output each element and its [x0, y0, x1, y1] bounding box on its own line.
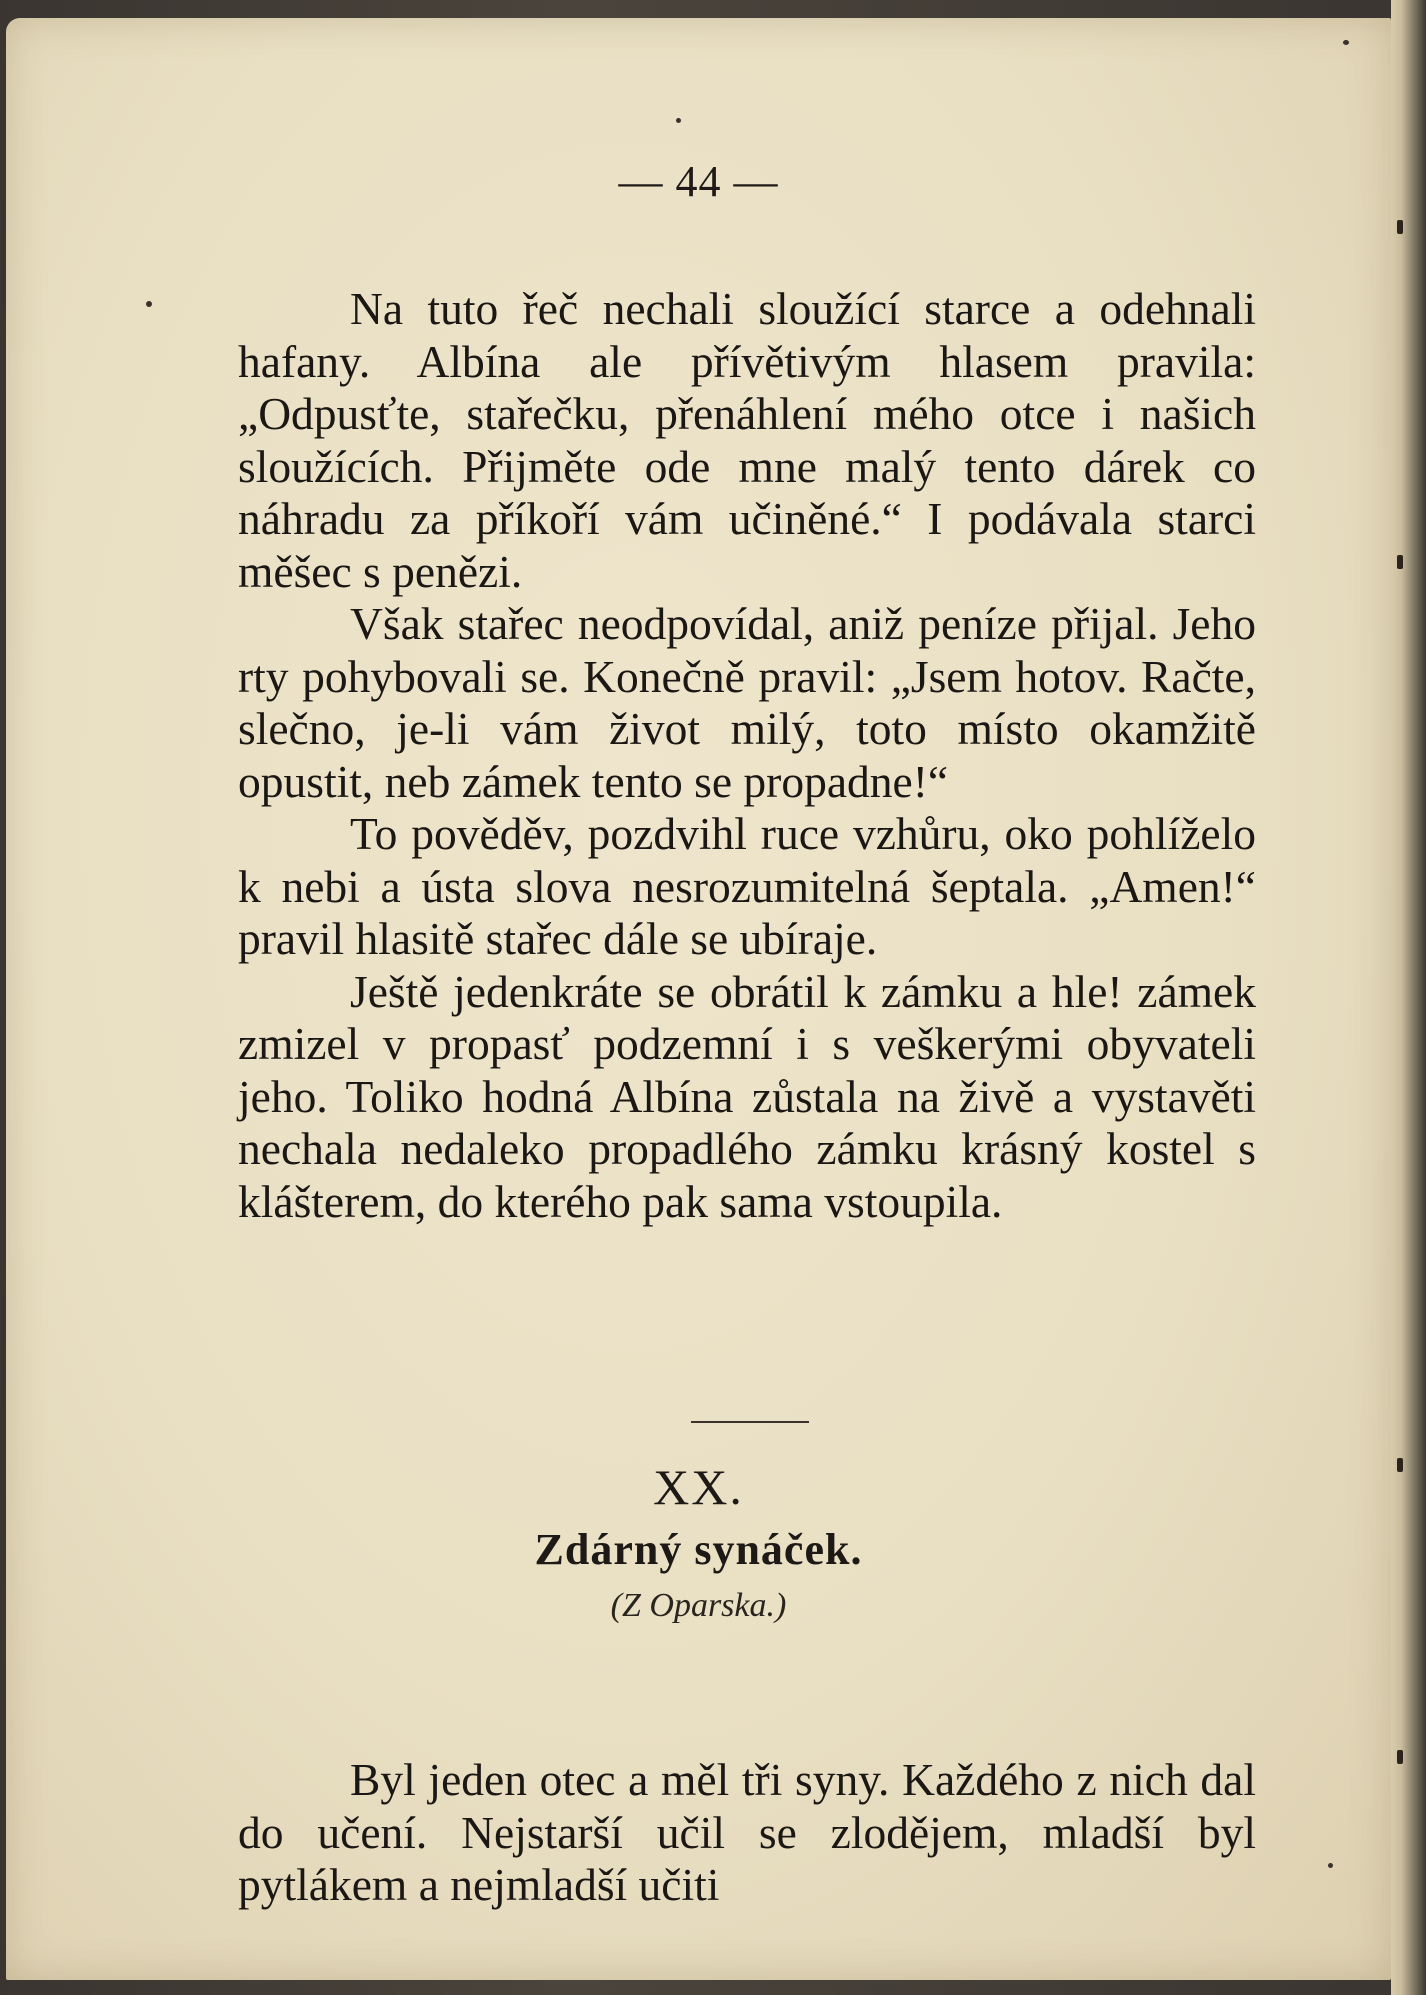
ink-speck — [146, 301, 152, 307]
chapter-title: Zdárný synáček. — [534, 1525, 863, 1574]
ink-speck — [676, 118, 681, 123]
ink-speck — [1328, 1863, 1333, 1868]
edge-mark — [1397, 1750, 1403, 1764]
paragraph: Však stařec neodpovídal, aniž peníze přijal. Jeho rty pohybovali se. Konečně pravil: „Jsem hotov. Račte, slečno, je-li vám život milý, toto místo okamžitě opustit, neb zámek tento se propadne!“ — [238, 598, 1256, 807]
chapter-text-block — [238, 1754, 1256, 1912]
chapter-number: XX. — [653, 1459, 744, 1515]
ink-speck — [1343, 40, 1349, 45]
edge-mark — [1397, 555, 1403, 569]
paragraph: To pověděv, pozdvihl ruce vzhůru, oko pohlíželo k nebi a ústa slova nesrozumitelná šeptala. „Amen!“ pravil hlasitě stařec dále se ubíraje. — [238, 808, 1256, 964]
book-page — [6, 18, 1391, 1980]
edge-mark — [1397, 220, 1403, 234]
paragraph: Ještě jedenkráte se obrátil k zámku a hle! zámek zmizel v propasť podzemní i s veškerými obyvateli jeho. Toliko hodná Albína zůstala na živě a vystavěti nechala nedaleko propadlého zámku krásný kostel s klášterem, do kterého pak sama vstoupila. — [238, 965, 1256, 1227]
page-number: — 44 — — [618, 157, 779, 206]
edge-mark — [1397, 1458, 1403, 1472]
section-divider — [691, 1421, 809, 1423]
chapter-origin: (Z Oparska.) — [610, 1587, 787, 1624]
paragraph: Na tuto řeč nechali sloužící starce a odehnali hafany. Albína ale přívětivým hlasem pravila: „Odpusťte, stařečku, přenáhlení mého otce i našich sloužících. Přijměte ode mne malý tento dárek co náhradu za příkoří vám učiněné.“ I podávala starci měšec s penězi. — [238, 283, 1256, 597]
story-text-block — [238, 283, 1256, 1228]
page-edge — [1391, 0, 1426, 1995]
paragraph: Byl jeden otec a měl tři syny. Každého z nich dal do učení. Nejstarší učil se zlodějem, mladší byl pytlákem a nejmladší učiti — [238, 1754, 1256, 1910]
